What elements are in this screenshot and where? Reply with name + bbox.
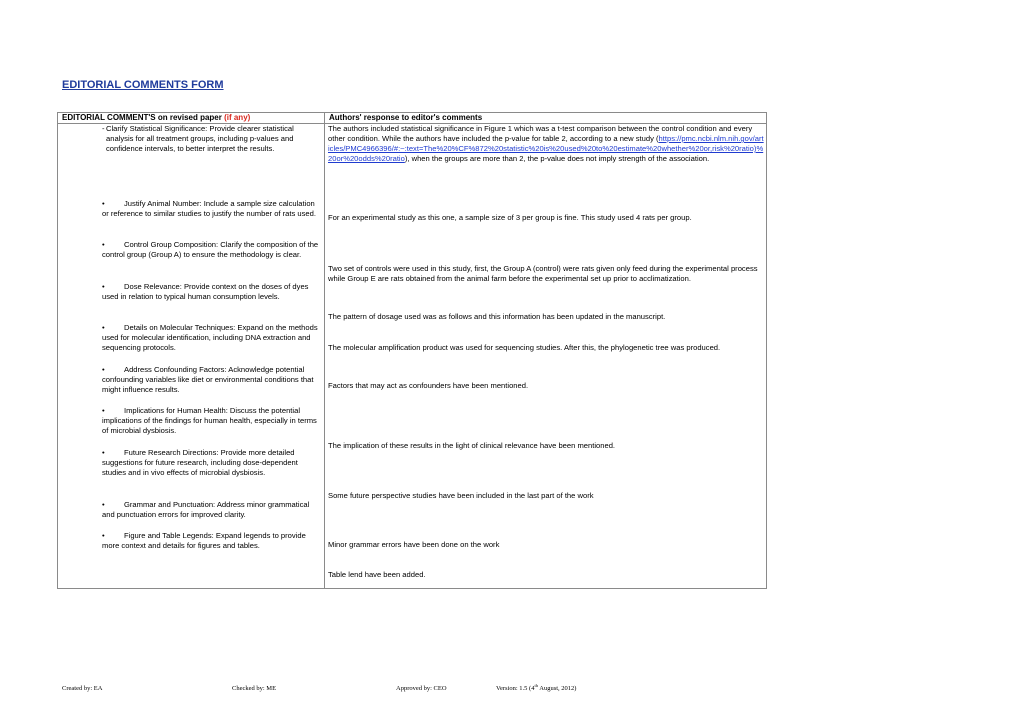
bullet: • <box>102 448 105 457</box>
version-text: Version: 1.5 (4 <box>496 685 535 692</box>
footer-version <box>496 682 577 692</box>
bullet: • <box>102 500 105 509</box>
column-divider <box>324 113 325 588</box>
bullet-dash: - <box>102 124 105 133</box>
bullet: • <box>102 199 105 208</box>
form-title: EDITORIAL COMMENTS FORM <box>62 79 224 91</box>
bullet: • <box>102 406 105 415</box>
response-text: ), when the groups are more than 2, the p-value does not imply strength of the association. <box>404 154 710 163</box>
comment-item <box>102 240 320 260</box>
comment-text: Clarify Statistical Significance: Provide clearer statistical analysis for all treatment groups, including p-values and confidence intervals, to better interpret the results. <box>106 124 294 153</box>
comment-item <box>102 531 320 551</box>
left-column-header <box>62 113 250 123</box>
right-column-header: Authors' response to editor's comments <box>329 113 483 122</box>
left-header-text: EDITORIAL COMMENT'S on revised paper <box>62 113 225 122</box>
comment-item <box>102 199 320 219</box>
study-link[interactable]: https://pmc.ncbi.nlm.nih.gov/articles/PMC4966396/#:~:text=The%20%CF%872%20statistic%20is%20used%20to%20estimate%20whether%20or,risk%20ratio)%20or%20odds%20ratio <box>328 134 764 163</box>
bullet: • <box>102 531 105 540</box>
response-molecular: The molecular amplification product was used for sequencing studies. After this, the phylogenetic tree was produced. <box>328 343 721 352</box>
response-statistics <box>328 124 764 164</box>
bullet: • <box>102 240 105 249</box>
bullet: • <box>102 282 105 291</box>
comment-text: Details on Molecular Techniques: Expand on the methods used for molecular identification, including DNA extraction and sequencing protocols. <box>102 323 318 352</box>
version-superscript: th <box>534 682 538 688</box>
comment-text: Grammar and Punctuation: Address minor grammatical and punctuation errors for improved clarity. <box>102 500 310 519</box>
comment-text: Address Confounding Factors: Acknowledge potential confounding variables like diet or environmental conditions that might influence results. <box>102 365 314 394</box>
response-text: The authors included statistical significance in Figure 1 which was a t-test comparison between the control condition and every other condition. While the authors have included the p-value for table 2, according to a new study ( <box>328 124 753 143</box>
comments-table <box>57 112 767 589</box>
comment-item <box>102 282 320 302</box>
comment-item <box>102 448 320 478</box>
response-dosage: The pattern of dosage used was as follows and this information has been updated in the manuscript. <box>328 312 666 321</box>
bullet: • <box>102 323 105 332</box>
bullet: • <box>102 365 105 374</box>
comment-item <box>102 323 320 353</box>
footer-approved: Approved by: CEO <box>396 685 447 692</box>
comment-item <box>102 124 320 154</box>
comment-text: Dose Relevance: Provide context on the doses of dyes used in relation to typical human consumption levels. <box>102 282 309 301</box>
footer-created: Created by: EA <box>62 685 103 692</box>
comment-text: Figure and Table Legends: Expand legends to provide more context and details for figures and tables. <box>102 531 306 550</box>
response-implications: The implication of these results in the light of clinical relevance have been mentioned. <box>328 441 616 450</box>
comment-text: Future Research Directions: Provide more detailed suggestions for future research, including dose-dependent studies and in vivo effects of microbial dysbiosis. <box>102 448 298 477</box>
response-future: Some future perspective studies have been included in the last part of the work <box>328 491 594 500</box>
left-header-note: (if any) <box>224 113 251 122</box>
response-sample-size: For an experimental study as this one, a sample size of 3 per group is fine. This study used 4 rats per group. <box>328 213 692 222</box>
comment-text: Justify Animal Number: Include a sample size calculation or reference to similar studies to justify the number of rats used. <box>102 199 316 218</box>
comment-item <box>102 406 320 436</box>
response-legends: Table lend have been added. <box>328 570 426 579</box>
comment-item <box>102 365 320 395</box>
version-date: August, 2012) <box>537 685 577 692</box>
response-confounders: Factors that may act as confounders have been mentioned. <box>328 381 529 390</box>
response-grammar: Minor grammar errors have been done on the work <box>328 540 500 549</box>
response-control-group: Two set of controls were used in this study, first, the Group A (control) were rats given only feed during the experimental process while Group E are rats obtained from the animal farm before the experimental set up prior to acclimatization. <box>328 264 758 283</box>
footer-checked: Checked by: ME <box>232 685 277 692</box>
comment-text: Implications for Human Health: Discuss the potential implications of the findings for human health, especially in terms of microbial dysbiosis. <box>102 406 317 435</box>
comment-item <box>102 500 320 520</box>
comment-text: Control Group Composition: Clarify the composition of the control group (Group A) to ensure the methodology is clear. <box>102 240 319 259</box>
